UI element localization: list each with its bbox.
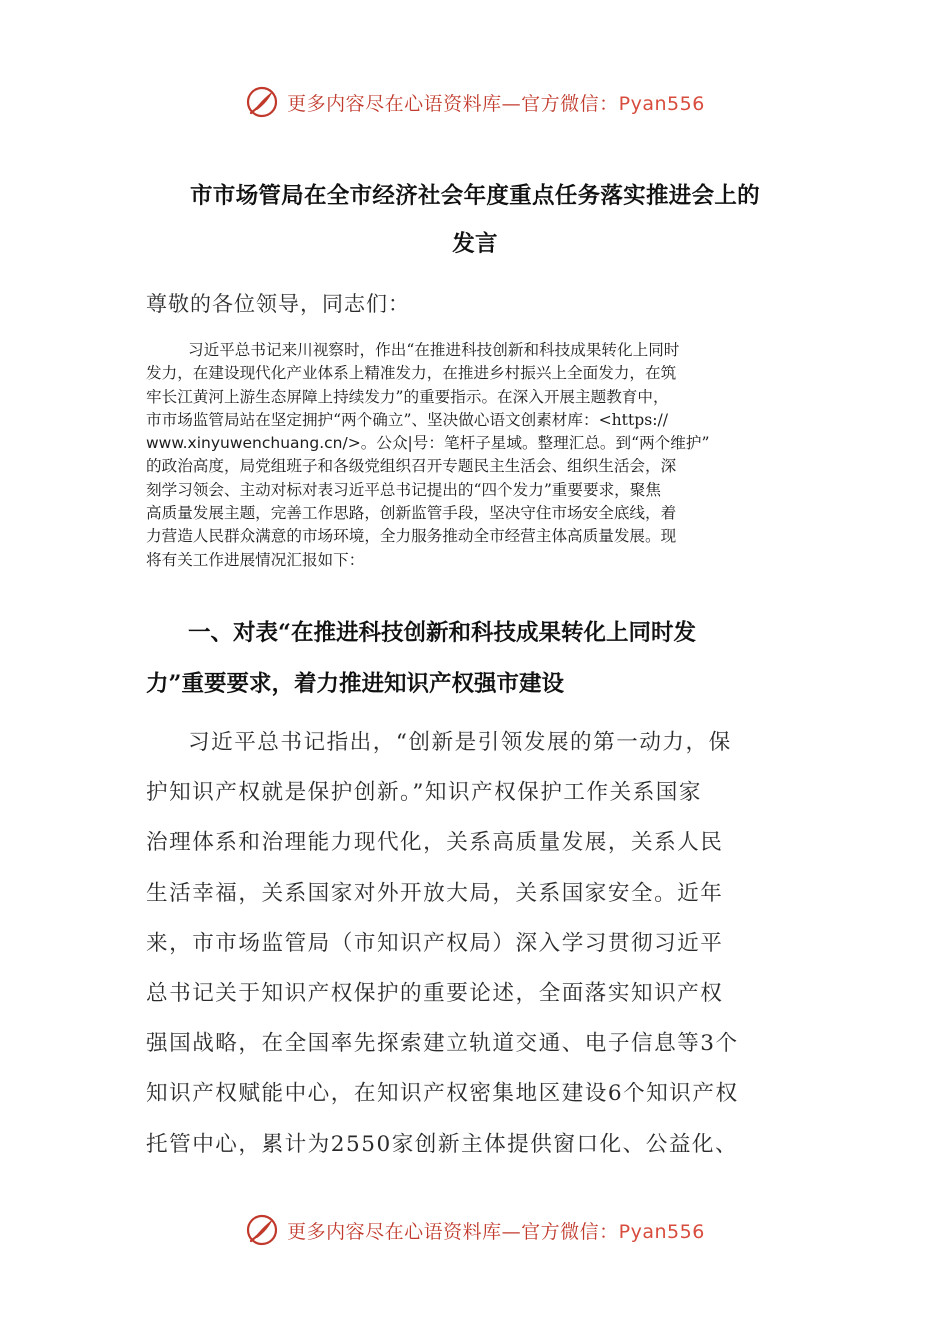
banner-handle: Pyan556 [618,1220,705,1243]
title-line-1: 市市场管局在全市经济社会年度重点任务落实推进会上的 [189,183,760,209]
banner-text: 更多内容尽在心语资料库—官方微信：Pyan556 [287,1220,705,1243]
section-1-paragraph [146,718,806,1170]
header-banner [0,82,950,122]
intro-line: www.xinyuwenchuang.cn/>。公众|号：笔杆子星域。整理汇总。到“两个维护” [146,434,710,453]
title-line-2: 发言 [452,231,498,257]
paragraph-line: 来，市市场监管局（市知识产权局）深入学习贯彻习近平 [146,930,724,956]
salutation: 尊敬的各位领导，同志们： [146,292,410,316]
intro-line: 牢长江黄河上游生态屏障上持续发力”的重要指示。在深入开展主题教育中， [146,387,669,406]
paragraph-line: 习近平总书记指出，“创新是引领发展的第一动力，保 [188,730,732,755]
section-heading-line: 力”重要要求，着力推进知识产权强市建设 [146,671,564,697]
section-heading-line: 一、对表“在推进科技创新和科技成果转化上同时发 [188,620,696,646]
paragraph-line: 治理体系和治理能力现代化，关系高质量发展，关系人民 [146,830,724,856]
intro-line: 高质量发展主题，完善工作思路，创新监管手段，坚决守住市场安全底线，着 [146,504,677,523]
quill-logo-icon [245,85,279,119]
intro-line: 发力，在建设现代化产业体系上精准发力，在推进乡村振兴上全面发力，在筑 [146,364,677,383]
footer-banner [0,1210,950,1250]
paragraph-line: 总书记关于知识产权保护的重要论述，全面落实知识产权 [146,981,724,1007]
quill-logo-icon [245,1213,279,1247]
paragraph-line: 强国战略，在全国率先探索建立轨道交通、电子信息等3个 [146,1031,739,1057]
paragraph-line: 生活幸福，关系国家对外开放大局，关系国家安全。近年 [146,880,724,906]
paragraph-line: 护知识产权就是保护创新。”知识产权保护工作关系国家 [146,780,702,806]
source-url-link[interactable]: www.xinyuwenchuang.cn/ [146,434,348,453]
banner-text: 更多内容尽在心语资料库—官方微信：Pyan556 [287,92,705,115]
intro-line: 刻学习领会、主动对标对表习近平总书记提出的“四个发力”重要要求，聚焦 [146,480,661,499]
section-1-heading [146,608,811,710]
intro-line: 将有关工作进展情况汇报如下： [146,550,365,569]
paragraph-line: 知识产权赋能中心，在知识产权密集地区建设6个知识产权 [146,1081,739,1107]
banner-handle: Pyan556 [618,92,705,115]
paragraph-line: 托管中心，累计为2550家创新主体提供窗口化、公益化、 [146,1131,739,1157]
document-title [145,172,805,268]
intro-line: 的政治高度，局党组班子和各级党组织召开专题民主生活会、组织生活会，深 [146,457,677,476]
intro-line: 习近平总书记来川视察时，作出“在推进科技创新和科技成果转化上同时 [188,341,680,359]
intro-line: 市市场监管局站在坚定拥护“两个确立”、坚决做心语文创素材库：<https:// [146,410,668,429]
intro-paragraph [146,339,806,572]
intro-line: 力营造人民群众满意的市场环境，全力服务推动全市经营主体高质量发展。现 [146,527,677,546]
